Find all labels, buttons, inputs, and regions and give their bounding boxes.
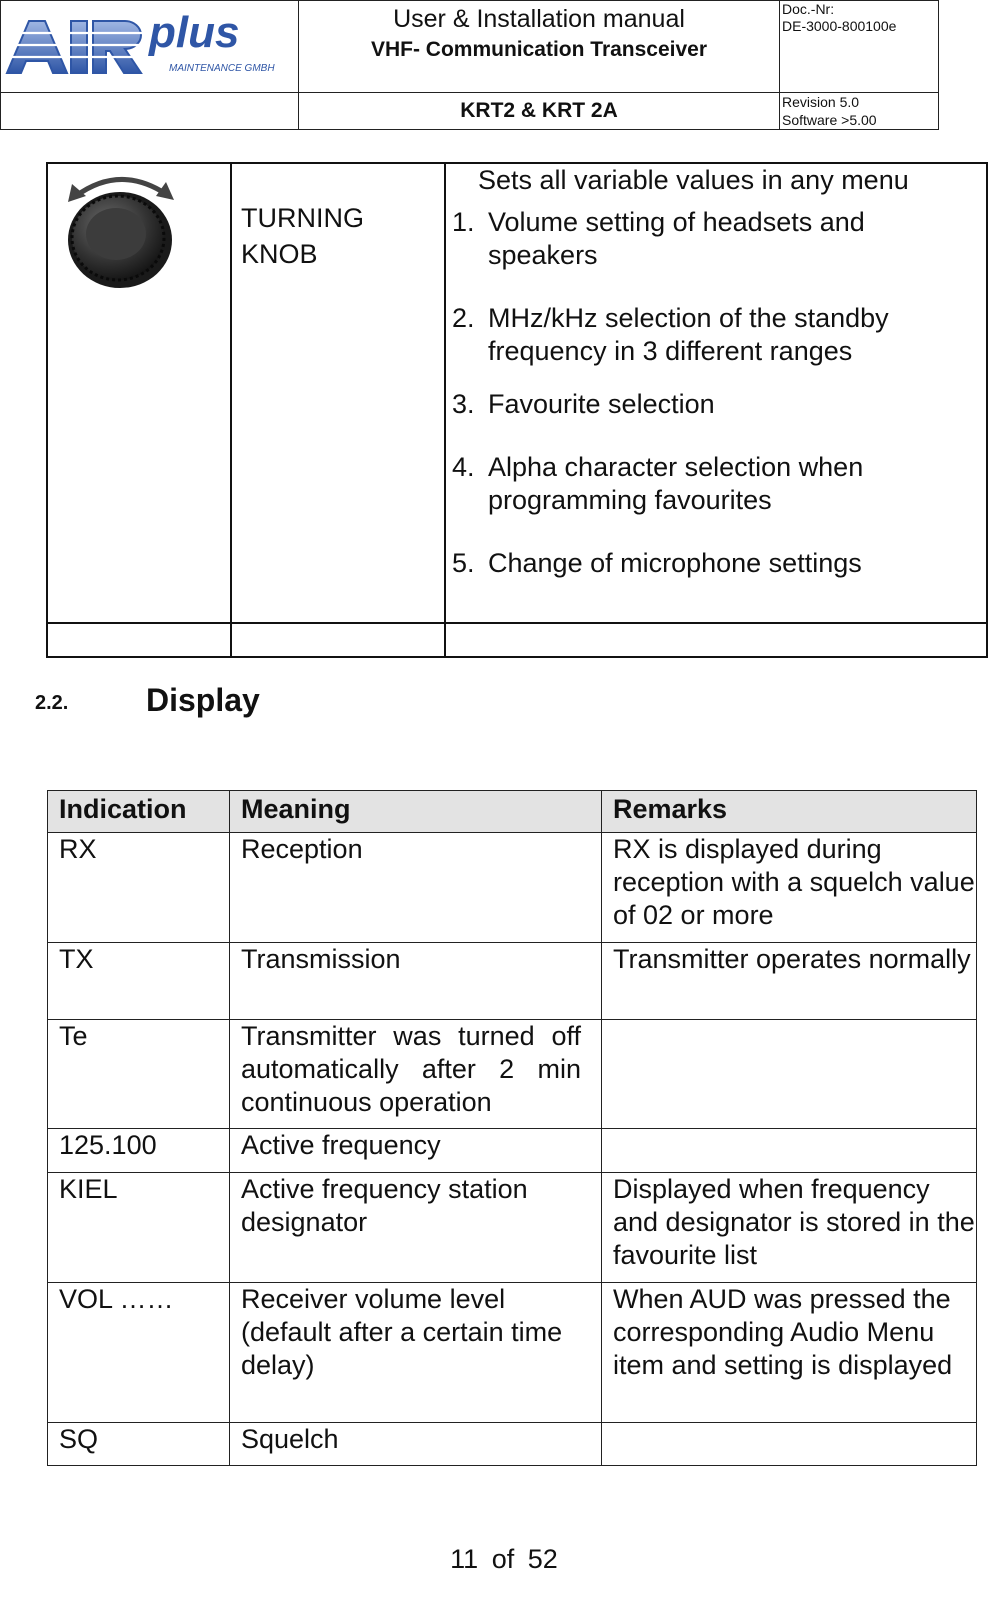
remarks-cell	[602, 1129, 977, 1173]
section-number: 2.2.	[35, 692, 69, 714]
table-row	[48, 943, 977, 1020]
list-item-text: Change of microphone settings	[488, 548, 862, 578]
display-indications-table	[47, 790, 977, 1466]
indication-cell: TX	[48, 943, 230, 1020]
meaning-cell: Transmission	[230, 943, 602, 1020]
list-item	[452, 451, 980, 517]
logo-text: plus	[149, 8, 240, 57]
revision: Revision 5.0	[782, 94, 860, 110]
page-number: 11	[450, 1544, 479, 1574]
doc-label: Doc.-Nr:	[782, 1, 835, 17]
list-item-text: MHz/kHz selection of the standby frequency in 3 different ranges	[488, 303, 889, 366]
meaning-cell: Active frequency station designator	[230, 1173, 602, 1283]
page-of-label: of	[491, 1544, 515, 1574]
svg-text:MAINTENANCE GMBH: MAINTENANCE GMBH	[169, 63, 275, 74]
column-header-indication: Indication	[48, 791, 230, 833]
meaning-cell: Reception	[230, 833, 602, 943]
remarks-cell: RX is displayed during reception with a squelch value of 02 or more	[602, 833, 977, 943]
meaning-cell: Transmitter was turned off automatically after 2 min continuous operation	[230, 1020, 602, 1129]
product-name: KRT2 & KRT 2A	[299, 93, 780, 130]
indication-cell: 125.100	[48, 1129, 230, 1173]
manual-title: User & Installation manual	[393, 5, 685, 33]
knob-description-cell	[445, 163, 987, 623]
document-header	[0, 0, 939, 130]
list-item	[452, 388, 980, 421]
list-item	[452, 302, 980, 368]
turning-knob-icon	[62, 166, 182, 290]
indication-cell: RX	[48, 833, 230, 943]
knob-description-heading: Sets all variable values in any menu	[478, 165, 909, 195]
empty-cell	[47, 623, 231, 657]
meaning-cell: Squelch	[230, 1423, 602, 1466]
list-item	[452, 206, 980, 272]
remarks-cell	[602, 1020, 977, 1129]
knob-label-cell	[231, 163, 445, 623]
turning-knob-table	[46, 162, 988, 658]
list-item-number: 2.	[452, 303, 475, 333]
indication-cell: KIEL	[48, 1173, 230, 1283]
empty-table-row	[47, 623, 987, 657]
column-header-meaning: Meaning	[230, 791, 602, 833]
doc-number-cell	[780, 1, 939, 93]
manual-title-cell	[299, 1, 780, 93]
remarks-cell	[602, 1423, 977, 1466]
indication-cell: SQ	[48, 1423, 230, 1466]
table-row	[48, 833, 977, 943]
list-item-number: 1.	[452, 207, 475, 237]
knob-label: TURNING KNOB	[241, 203, 364, 269]
indication-cell: VOL ……	[48, 1283, 230, 1423]
page-footer	[0, 1544, 1008, 1575]
remarks-cell: Transmitter operates normally	[602, 943, 977, 1020]
indication-cell: Te	[48, 1020, 230, 1129]
airplus-logo	[1, 1, 291, 87]
column-header-remarks: Remarks	[602, 791, 977, 833]
meaning-cell: Receiver volume level (default after a certain time delay)	[230, 1283, 602, 1423]
page-total: 52	[527, 1544, 558, 1574]
doc-number: DE-3000-800100e	[782, 18, 897, 34]
revision-cell	[780, 93, 939, 130]
empty-cell	[231, 623, 445, 657]
knob-function-list	[452, 206, 980, 580]
table-row	[48, 1283, 977, 1423]
header-empty-cell	[1, 93, 299, 130]
remarks-cell: When AUD was pressed the corresponding Audio Menu item and setting is displayed	[602, 1283, 977, 1423]
table-header-row	[48, 791, 977, 833]
list-item-text: Volume setting of headsets and speakers	[488, 207, 865, 270]
list-item-number: 5.	[452, 548, 475, 578]
knob-image-cell	[47, 163, 231, 623]
empty-cell	[445, 623, 987, 657]
logo-cell	[1, 1, 299, 93]
table-row	[48, 1020, 977, 1129]
software-version: Software >5.00	[782, 112, 877, 128]
list-item-number: 4.	[452, 452, 475, 482]
table-row	[48, 1423, 977, 1466]
list-item-text: Alpha character selection when programming favourites	[488, 452, 864, 515]
section-title: Display	[146, 682, 260, 718]
table-row	[48, 1173, 977, 1283]
manual-subtitle: VHF- Communication Transceiver	[370, 38, 708, 61]
list-item	[452, 547, 980, 580]
list-item-number: 3.	[452, 389, 475, 419]
meaning-cell: Active frequency	[230, 1129, 602, 1173]
table-row	[48, 1129, 977, 1173]
list-item-text: Favourite selection	[488, 389, 715, 419]
remarks-cell: Displayed when frequency and designator is stored in the favourite list	[602, 1173, 977, 1283]
